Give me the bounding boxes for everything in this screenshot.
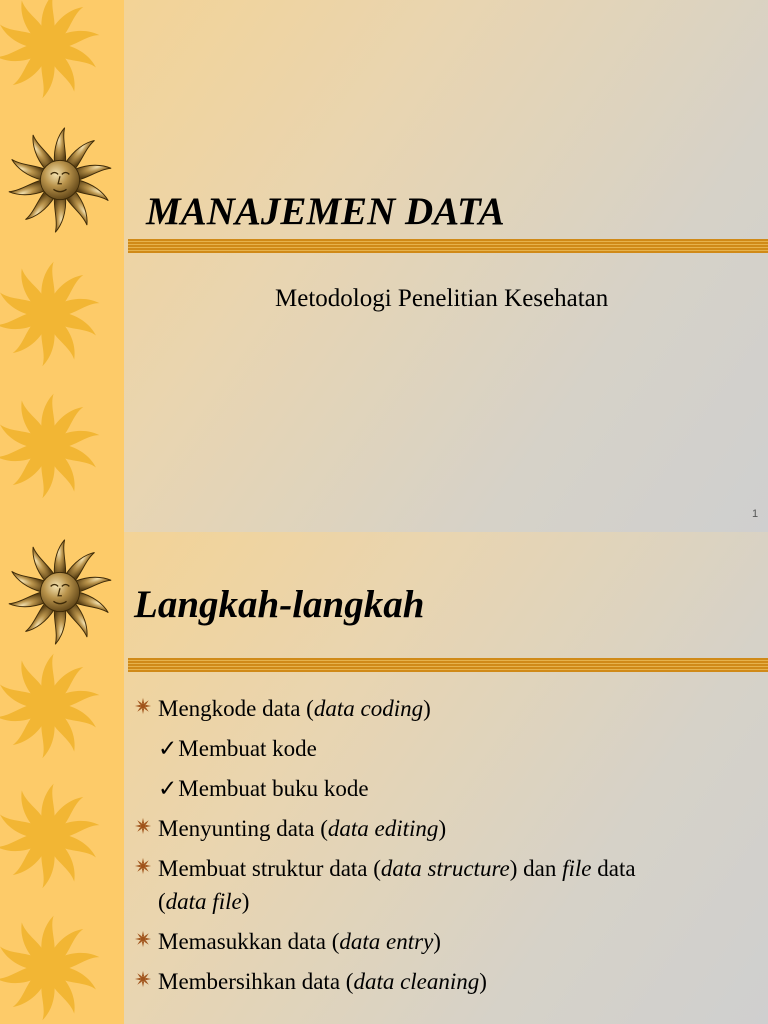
sun-icon — [0, 262, 100, 367]
star-bullet-icon — [134, 697, 152, 715]
list-item — [134, 965, 754, 998]
bullet-line — [158, 852, 754, 885]
bullet-text: ) — [433, 929, 441, 954]
sun-face-icon — [9, 128, 112, 233]
checkmark-icon: ✓ — [158, 736, 178, 761]
list-item — [134, 812, 754, 845]
sun-icon — [0, 784, 100, 889]
list-item — [134, 772, 754, 805]
slide-title: Langkah-langkah — [134, 583, 425, 626]
bullet-italic-text: data file — [165, 889, 242, 914]
list-item — [134, 925, 754, 958]
title-rule — [128, 658, 768, 672]
checkmark-icon: ✓ — [158, 776, 178, 801]
bullet-text: data — [591, 856, 636, 881]
slide-title: MANAJEMEN DATA — [146, 190, 505, 233]
bullet-text: Membuat buku kode — [178, 776, 369, 801]
sun-icon — [0, 0, 100, 98]
bullet-text: ) dan — [509, 856, 563, 881]
title-rule — [128, 239, 768, 253]
bullet-text: ) — [241, 889, 250, 914]
bullet-text: Mengkode data ( — [158, 696, 314, 721]
slide-number: 1 — [752, 508, 759, 520]
bullet-italic-text: data structure — [380, 856, 510, 881]
bullet-text: ) — [438, 816, 447, 841]
bullet-italic-text: file — [562, 856, 592, 881]
sun-pattern — [0, 532, 124, 1024]
bullet-text: Membuat struktur data ( — [158, 856, 381, 881]
bullet-text: Membersihkan data ( — [158, 969, 354, 994]
star-bullet-icon — [134, 970, 152, 988]
sun-icon — [0, 654, 100, 759]
bullet-italic-text: data coding — [313, 696, 424, 721]
star-bullet-icon — [134, 930, 152, 948]
slide-subtitle: Metodologi Penelitian Kesehatan — [275, 285, 609, 312]
slide-2 — [0, 532, 768, 1024]
star-bullet-icon — [134, 817, 152, 835]
bullet-text: Memasukkan data ( — [158, 929, 340, 954]
sun-icon — [0, 394, 100, 499]
bullet-text: ( — [158, 889, 166, 914]
sun-icon — [0, 916, 100, 1021]
sun-sidebar — [0, 0, 124, 532]
list-item — [134, 732, 754, 765]
bullet-italic-text: data editing — [327, 816, 439, 841]
sun-sidebar — [0, 532, 124, 1024]
bullet-text: ) — [479, 969, 487, 994]
bullet-text: Menyunting data ( — [158, 816, 328, 841]
star-bullet-icon — [134, 857, 152, 875]
bullet-line — [158, 885, 754, 918]
sun-pattern — [0, 0, 124, 532]
bullet-italic-text: data entry — [339, 929, 434, 954]
bullet-text: Membuat kode — [178, 736, 317, 761]
bullet-text: ) — [423, 696, 431, 721]
list-item — [134, 852, 754, 918]
bullet-italic-text: data cleaning — [353, 969, 480, 994]
sun-face-icon — [9, 540, 112, 645]
bullet-list — [134, 692, 754, 1005]
list-item — [134, 692, 754, 725]
